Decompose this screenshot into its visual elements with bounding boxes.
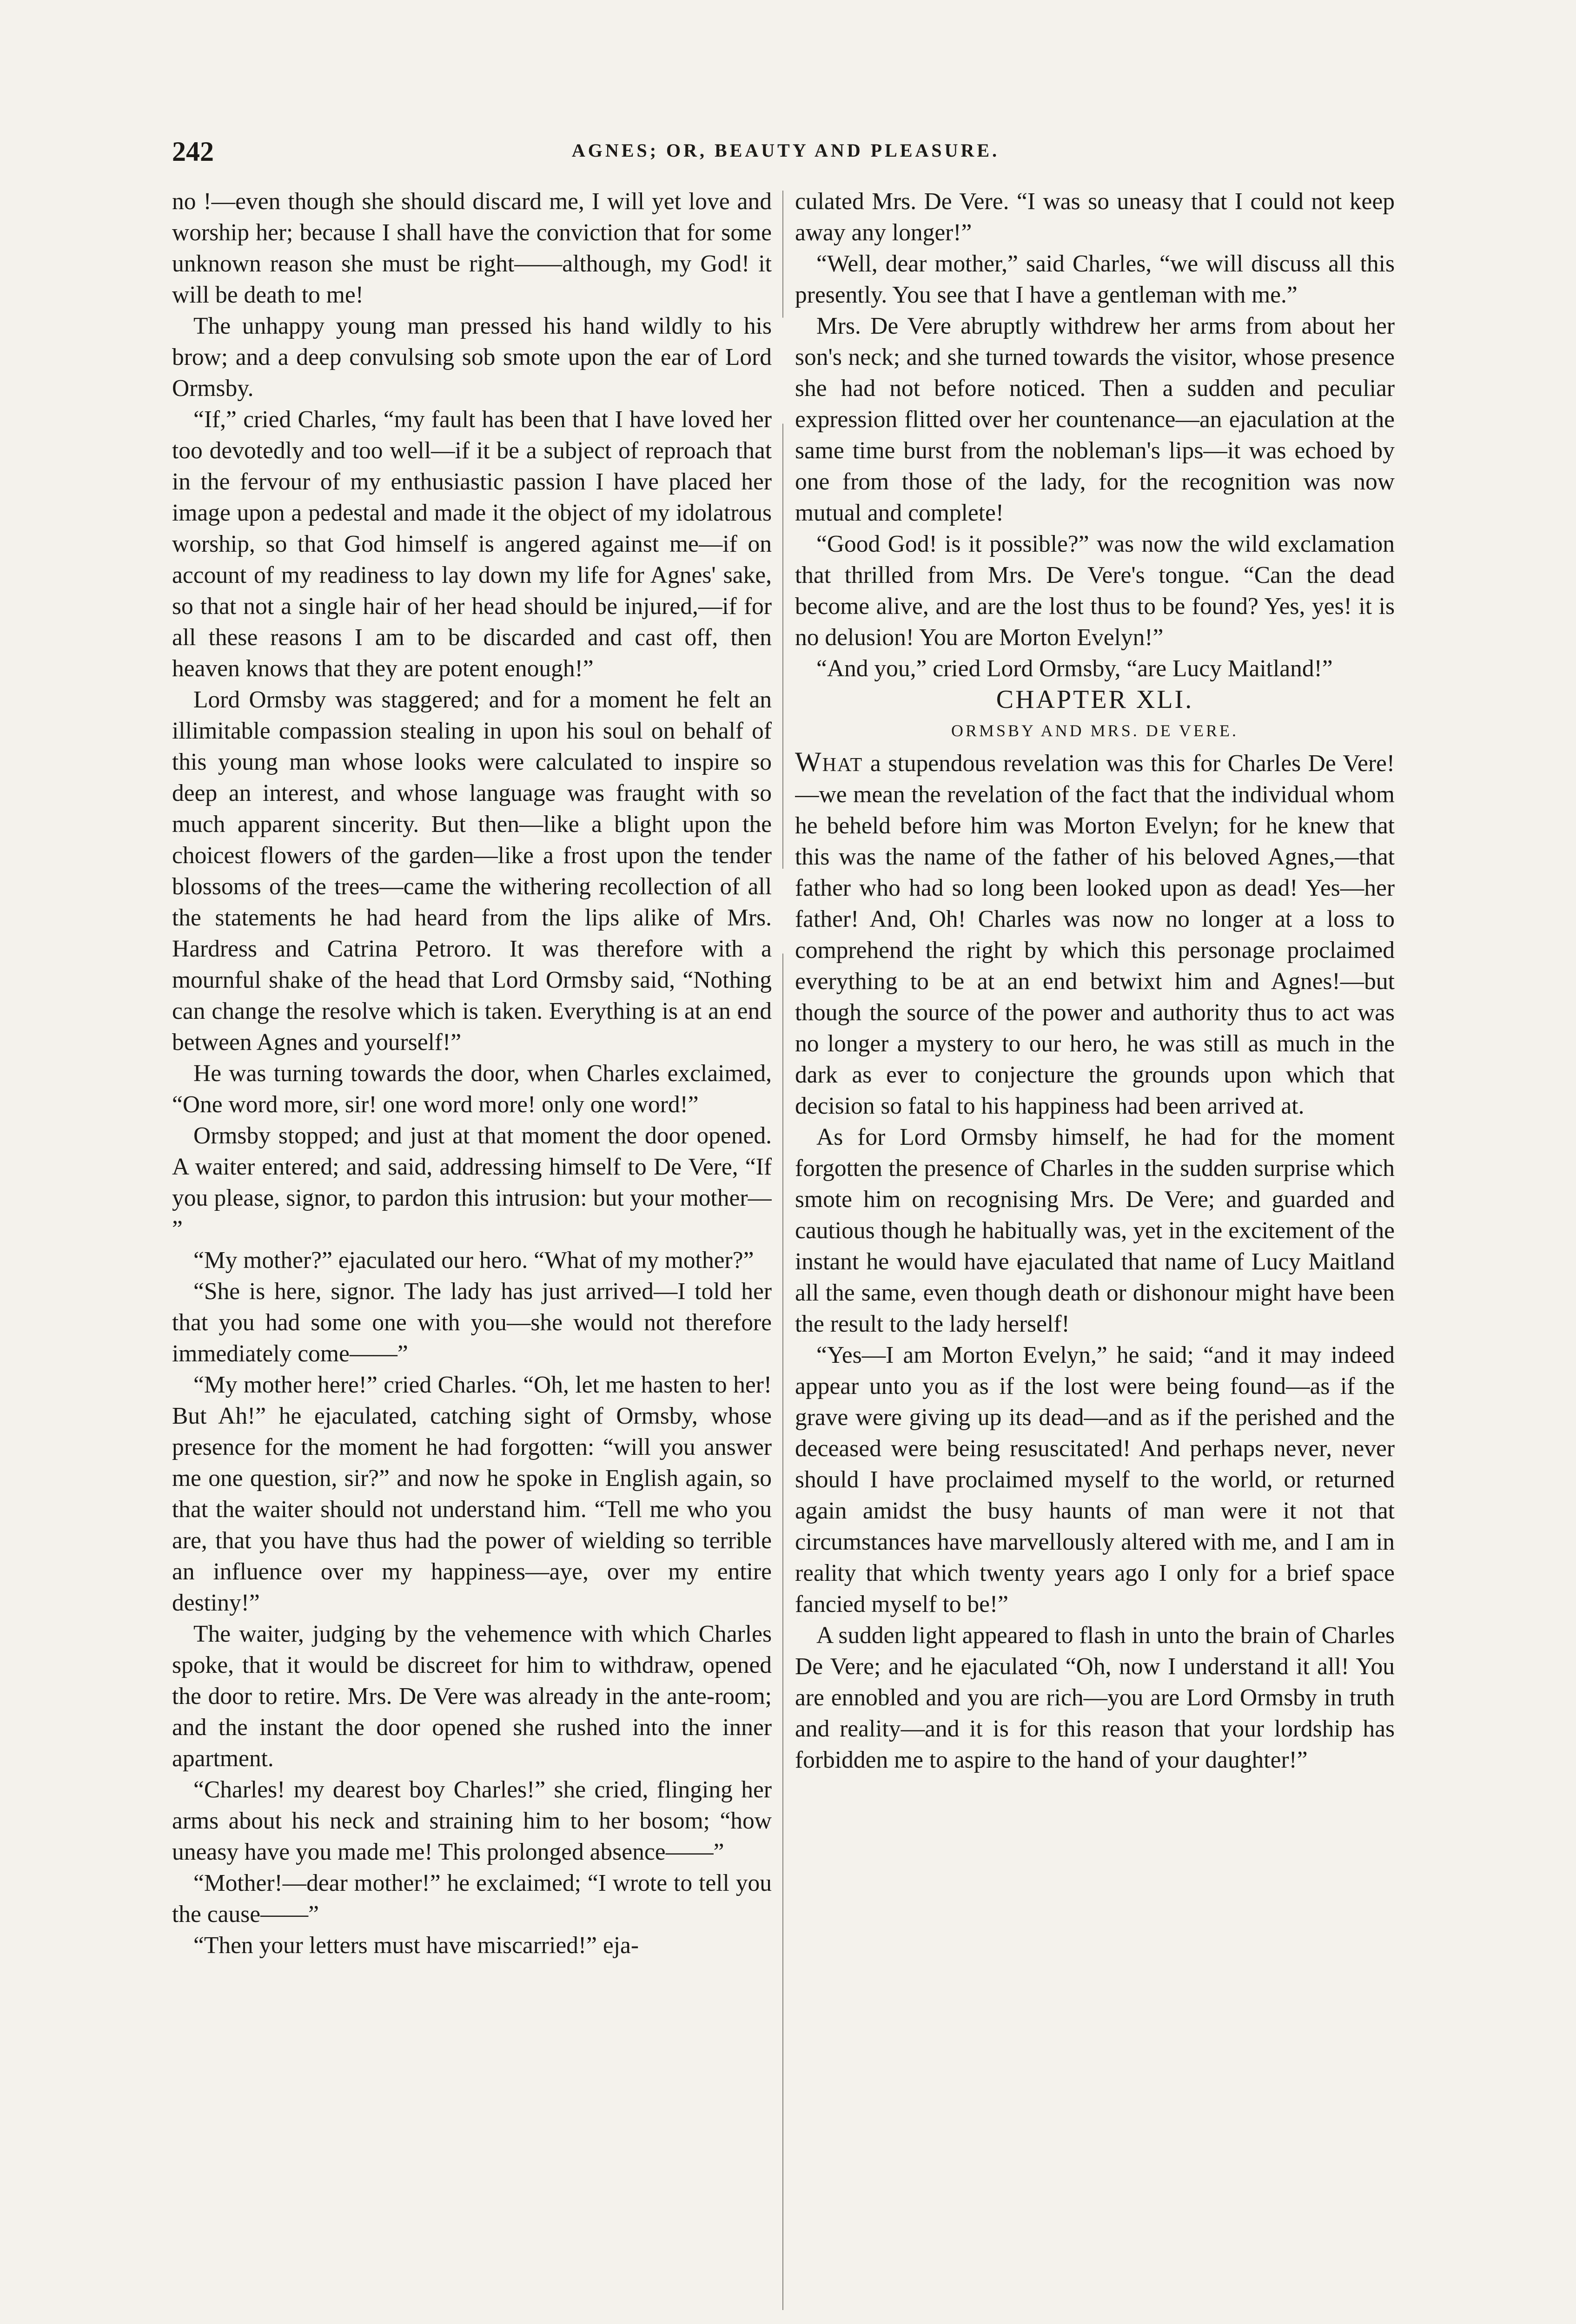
right-column-top [795, 186, 1395, 684]
right-column-bottom [795, 746, 1395, 1776]
paragraph: “If,” cried Charles, “my fault has been that I have loved her too devotedly and too well—if it be a subject of reproach that in the fervour of my enthusiastic passion I have placed her image upon a pedestal and made it the object of my idolatrous worship, so that God himself is angered against me—if on account of my readiness to lay down my life for Agnes' sake, so that not a single hair of her head should be injured,—if for all these reasons I am to be discarded and cast off, then heaven knows that they are potent enough!” [172, 406, 772, 682]
column-divider [782, 191, 783, 2310]
paragraph-text: a stupendous revelation was this for Charles De Vere!—we mean the revelation of the fact that the individual whom he beheld before him was Morton Evelyn; for he knew that this was the name of the father of his beloved Agnes,—that father who had so long been looked upon as dead! Yes—her father! And, Oh! Charles was now no longer at a loss to comprehend the right by which this personage proclaimed everything to be at an end betwixt him and Agnes!—but though the source of the power and authority thus to act was no longer a mystery to our hero, he was still as much in the dark as ever to conjecture the grounds upon which that decision so fatal to his happiness had been arrived at. [795, 750, 1395, 1119]
paragraph: “My mother here!” cried Charles. “Oh, let me hasten to her! But Ah!” he ejaculated, catching sight of Ormsby, whose presence for the moment he had forgotten: “will you answer me one question, sir?” and now he spoke in English again, so that the waiter should not understand him. “Tell me who you are, that you have thus had the power of wielding so terrible an influence over my happiness—aye, over my entire destiny!” [172, 1372, 772, 1616]
paragraph: “And you,” cried Lord Ormsby, “are Lucy Maitland!” [816, 655, 1333, 682]
paragraph: As for Lord Ormsby himself, he had for the moment forgotten the presence of Charles in the sudden surprise which smote him on recognising Mrs. De Vere; and guarded and cautious though he habitually was, yet in the excitement of the instant he would have ejaculated that name of Lucy Maitland all the same, even though death or dishonour might have been the result to the lady herself! [795, 1124, 1395, 1337]
paragraph: Ormsby stopped; and just at that moment the door opened. A waiter entered; and said, addressing himself to De Vere, “If you please, signor, to pardon this intrusion: but your mother— ” [172, 1122, 772, 1242]
paragraph: “Yes—I am Morton Evelyn,” he said; “and it may indeed appear unto you as if the lost were being found—as if the grave were giving up its dead—and as if the perished and the deceased were being resuscitated! And perhaps never, never should I have proclaimed myself to the world, or returned again amidst the busy haunts of man were it not that circumstances have marvellously altered with me, and I am in reality that which twenty years ago I only for a brief space fancied myself to be!” [795, 1342, 1395, 1618]
paragraph: “Mother!—dear mother!” he exclaimed; “I wrote to tell you the cause——” [172, 1870, 772, 1928]
running-title: AGNES; OR, BEAUTY AND PLEASURE. [571, 140, 1000, 161]
paragraph: no !—even though she should discard me, I will yet love and worship her; because I shall have the conviction that for some unknown reason she must be right——although, my God! it will be death to me! [172, 188, 772, 308]
paragraph: “My mother?” ejaculated our hero. “What of my mother?” [193, 1247, 754, 1274]
paragraph: Mrs. De Vere abruptly withdrew her arms from about her son's neck; and she turned towards the visitor, whose presence she had not before noticed. Then a sudden and peculiar expression flitted over her countenance—an ejaculation at the same time burst from the nobleman's lips—it was echoed by one from those of the lady, for the recognition was now mutual and complete! [795, 313, 1395, 526]
paragraph: A sudden light appeared to flash in unto the brain of Charles De Vere; and he ejaculated “Oh, now I understand it all! You are ennobled and you are rich—you are Lord Ormsby in truth and reality—and it is for this reason that your lordship has forbidden me to aspire to the hand of your daughter!” [795, 1622, 1395, 1773]
paragraph: He was turning towards the door, when Charles exclaimed, “One word more, sir! one word more! only one word!” [172, 1060, 772, 1118]
chapter-subtitle: ORMSBY AND MRS. DE VERE. [951, 721, 1239, 740]
right-column [795, 186, 1395, 2324]
paragraph: culated Mrs. De Vere. “I was so uneasy that I could not keep away any longer!” [795, 188, 1395, 246]
chapter-title: CHAPTER XLI. [996, 685, 1194, 714]
page-number: 242 [172, 136, 214, 167]
paragraph [795, 746, 1395, 1122]
paragraph: Lord Ormsby was staggered; and for a moment he felt an illimitable compassion stealing in upon his soul on behalf of this young man whose looks were calculated to inspire so deep an interest, and whose language was fraught with so much apparent sincerity. But then—like a blight upon the choicest flowers of the garden—like a frost upon the tender blossoms of the trees—came the withering recollection of all the statements he had heard from the lips alike of Mrs. Hardress and Catrina Petroro. It was therefore with a mournful shake of the head that Lord Ormsby said, “Nothing can change the resolve which is taken. Everything is at an end between Agnes and yourself!” [172, 687, 772, 1056]
paragraph: “Charles! my dearest boy Charles!” she cried, flinging her arms about his neck and straining him to her bosom; “how uneasy have you made me! This prolonged absence——” [172, 1776, 772, 1865]
paragraph: The waiter, judging by the vehemence with which Charles spoke, that it would be discreet for him to withdraw, opened the door to retire. Mrs. De Vere was already in the ante-room; and the instant the door opened she rushed into the inner apartment. [172, 1621, 772, 1772]
paragraph: “Then your letters must have miscarried!” eja- [193, 1932, 639, 1959]
paragraph: “Good God! is it possible?” was now the wild exclamation that thrilled from Mrs. De Vere's tongue. “Can the dead become alive, and are the lost thus to be found? Yes, yes! it is no delusion! You are Morton Evelyn!” [795, 531, 1395, 651]
paragraph: “Well, dear mother,” said Charles, “we will discuss all this presently. You see that I have a gentleman with me.” [795, 251, 1395, 308]
page-header [172, 136, 1399, 173]
chapter-initial-word: What [795, 746, 863, 777]
paragraph: The unhappy young man pressed his hand wildly to his brow; and a deep convulsing sob smote upon the ear of Lord Ormsby. [172, 313, 772, 402]
left-column [172, 186, 772, 2324]
paragraph: “She is here, signor. The lady has just arrived—I told her that you had some one with you—she would not therefore immediately come——” [172, 1278, 772, 1367]
